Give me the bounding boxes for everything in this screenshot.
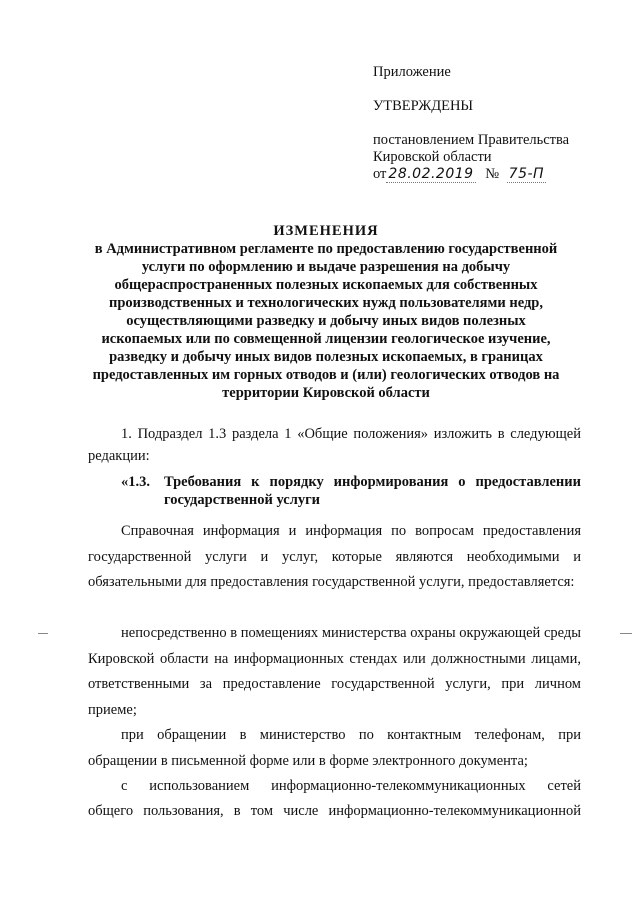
scan-mark	[38, 633, 48, 634]
title-line: ископаемых или по совмещенной лицензии геологическое изучение,	[101, 331, 551, 347]
handwritten-date: 28.02.2019	[388, 166, 474, 182]
title-line: разведку и добычу иных видов полезных ископаемых, в границах	[109, 349, 543, 365]
document-title	[55, 222, 597, 402]
section-number: «1.3.	[121, 474, 150, 490]
title-line: территории Кировской области	[222, 385, 430, 401]
date-prefix: от	[373, 166, 387, 182]
title-line: услуги по оформлению и выдаче разрешения на добычу	[141, 259, 511, 275]
title-line: общераспространенных полезных ископаемых для собственных	[114, 277, 538, 293]
paragraph-contacts: при обращении в министерство по контактным телефонам, при обращении в письменной форме или в форме электронного документа;	[88, 727, 581, 769]
title-line: в Административном регламенте по предоставлению государственной	[94, 241, 558, 257]
scan-mark	[620, 633, 632, 634]
paragraph-premises: непосредственно в помещениях министерства охраны окружающей среды Кировской области на информационных стендах или должностными лицами, ответственными за предоставление государственной услуги, при личном приеме;	[88, 625, 581, 718]
section-title-line-1: Требования к порядку информирования о предоставлении	[164, 474, 581, 490]
approved-label: УТВЕРЖДЕНЫ	[373, 98, 474, 114]
handwritten-number: 75-П	[508, 166, 545, 182]
number-sign: №	[485, 166, 500, 182]
decree-line-2: Кировской области	[373, 149, 492, 165]
appendix-label: Приложение	[373, 64, 451, 80]
item-1-line-2: редакции:	[88, 448, 150, 464]
item-1-line-1: 1. Подраздел 1.3 раздела 1 «Общие положения» изложить в следующей	[121, 426, 581, 442]
title-line: производственных и технологических нужд пользователями недр,	[109, 295, 543, 311]
title-line: осуществляющими разведку и добычу иных видов полезных	[126, 313, 526, 329]
decree-line-1: постановлением Правительства	[373, 132, 570, 148]
paragraph-networks-line-1: с использованием информационно-телекоммуникационных сетей	[121, 778, 581, 794]
decree-date-line	[373, 166, 546, 183]
paragraph-networks-line-2: общего пользования, в том числе информационно-телекоммуникационной	[88, 803, 581, 819]
paragraph-reference-info: Справочная информация и информация по вопросам предоставления государственной услуги и услуг, которые являются необходимыми и обязательными для предоставления государственной услуги, предоставляется:	[88, 523, 581, 590]
section-title-line-2: государственной услуги	[164, 492, 321, 508]
title-main: ИЗМЕНЕНИЯ	[273, 223, 379, 239]
title-line: предоставленных им горных отводов и (или) геологических отводов на	[92, 367, 560, 383]
